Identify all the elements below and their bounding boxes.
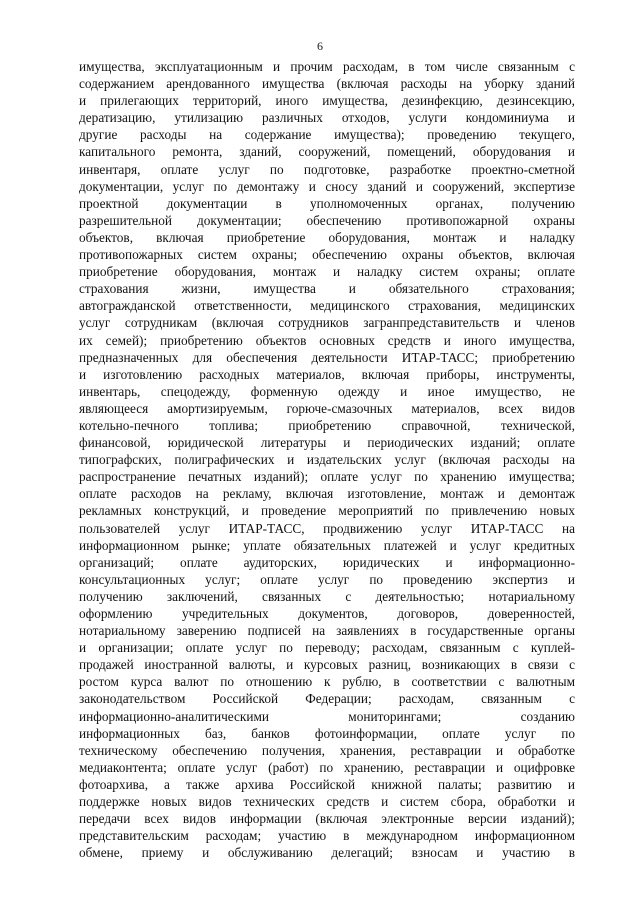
text-line: рекламных конструкций, и проведение мероприятий по привлечению новых [79, 503, 575, 519]
body-text [79, 58, 575, 861]
page-number: 6 [317, 39, 323, 53]
text-line: инвентарь, спецодежду, форменную одежду и иное имущество, не [79, 383, 575, 399]
text-line: обмене, приему и обслуживанию делегаций; взносам и участию в [79, 845, 575, 861]
text-line: их семей); приобретению объектов основных средств и иного имущества, [79, 332, 575, 348]
text-line: медиаконтента; оплате услуг (работ) по хранению, реставрации и оцифровке [79, 759, 575, 775]
text-line: противопожарных систем охраны; обеспечению охраны объектов, включая [79, 247, 575, 263]
text-line: содержанием арендованного имущества (включая расходы на уборку зданий [79, 76, 575, 92]
text-line: передачи всех видов информации (включая электронные версии изданий); [79, 811, 575, 827]
text-line: представительским расходам; участию в международном информационном [79, 828, 575, 844]
text-line: дератизацию, утилизацию различных отходов, услуги кондоминиума и [79, 110, 575, 126]
text-line: организаций; оплате аудиторских, юридических и информационно- [79, 554, 575, 570]
text-line: другие расходы на содержание имущества); проведению текущего, [79, 127, 575, 143]
text-line: страхования жизни, имущества и обязательного страхования; [79, 281, 575, 297]
text-line: фотоархива, а также архива Российской книжной палаты; развитию и [79, 776, 575, 792]
text-line: разрешительной документации; обеспечению противопожарной охраны [79, 212, 575, 228]
text-line: поддержке новых видов технических средств и систем сбора, обработки и [79, 794, 575, 810]
text-line: пользователей услуг ИТАР-ТАСС, продвижению услуг ИТАР-ТАСС на [79, 520, 575, 536]
text-line: ростом курса валют по отношению к рублю, в соответствии с валютным [79, 674, 575, 690]
text-line: предназначенных для обеспечения деятельности ИТАР-ТАСС; приобретению [79, 349, 575, 365]
text-line: инвентаря, оплате услуг по подготовке, разработке проектно-сметной [79, 161, 575, 177]
text-line: автогражданской ответственности, медицинского страхования, медицинских [79, 298, 575, 314]
text-line: информационно-аналитическими мониторингами; созданию [79, 708, 575, 724]
text-line: оформлению учредительных документов, договоров, доверенностей, [79, 606, 575, 621]
text-line: законодательством Российской Федерации; расходам, связанным с [79, 691, 575, 707]
text-line: финансовой, юридической литературы и периодических изданий; оплате [79, 435, 575, 451]
text-line: техническому обеспечению получения, хранения, реставрации и обработке [79, 742, 575, 758]
text-line: продажей иностранной валюты, и курсовых разниц, возникающих в связи с [79, 657, 575, 673]
text-line: приобретение оборудования, монтаж и наладку систем охраны; оплате [79, 264, 575, 280]
text-line: являющееся амортизируемым, горюче-смазочных материалов, всех видов [79, 400, 575, 416]
text-line: информационных баз, банков фотоинформации, оплате услуг по [79, 725, 575, 741]
text-line: типографских, полиграфических и издательских услуг (включая расходы на [79, 452, 575, 468]
text-line: услуг сотрудникам (включая сотрудников загранпредставительств и членов [79, 315, 575, 331]
text-line: оплате расходов на рекламу, включая изготовление, монтаж и демонтаж [79, 486, 575, 502]
text-line: проектной документации в уполномоченных органах, получению [79, 195, 575, 211]
text-line: нотариальному заверению подписей на заявлениях в государственные органы [79, 623, 575, 639]
text-line: объектов, включая приобретение оборудования, монтаж и наладку [79, 229, 575, 245]
text-line: и изготовлению расходных материалов, включая приборы, инструменты, [79, 366, 575, 382]
text-line: и прилегающих территорий, иного имущества, дезинфекцию, дезинсекцию, [79, 93, 575, 109]
text-line: документации, услуг по демонтажу и сносу зданий и сооружений, экспертизе [79, 178, 575, 194]
text-line: информационном рынке; уплате обязательных платежей и услуг кредитных [79, 537, 575, 553]
text-line: и организации; оплате услуг по переводу; расходам, связанным с куплей- [79, 640, 575, 656]
text-line: котельно-печного топлива; приобретению справочной, технической, [79, 417, 575, 433]
text-line: консультационных услуг; оплате услуг по проведению экспертиз и [79, 571, 575, 587]
text-line: имущества, эксплуатационным и прочим расходам, в том числе связанным с [79, 59, 575, 74]
text-line: распространение печатных изданий); оплате услуг по хранению имущества; [79, 469, 575, 485]
text-line: получению заключений, связанных с деятельностью; нотариальному [79, 588, 575, 604]
text-line: капитального ремонта, зданий, сооружений, помещений, оборудования и [79, 144, 575, 160]
